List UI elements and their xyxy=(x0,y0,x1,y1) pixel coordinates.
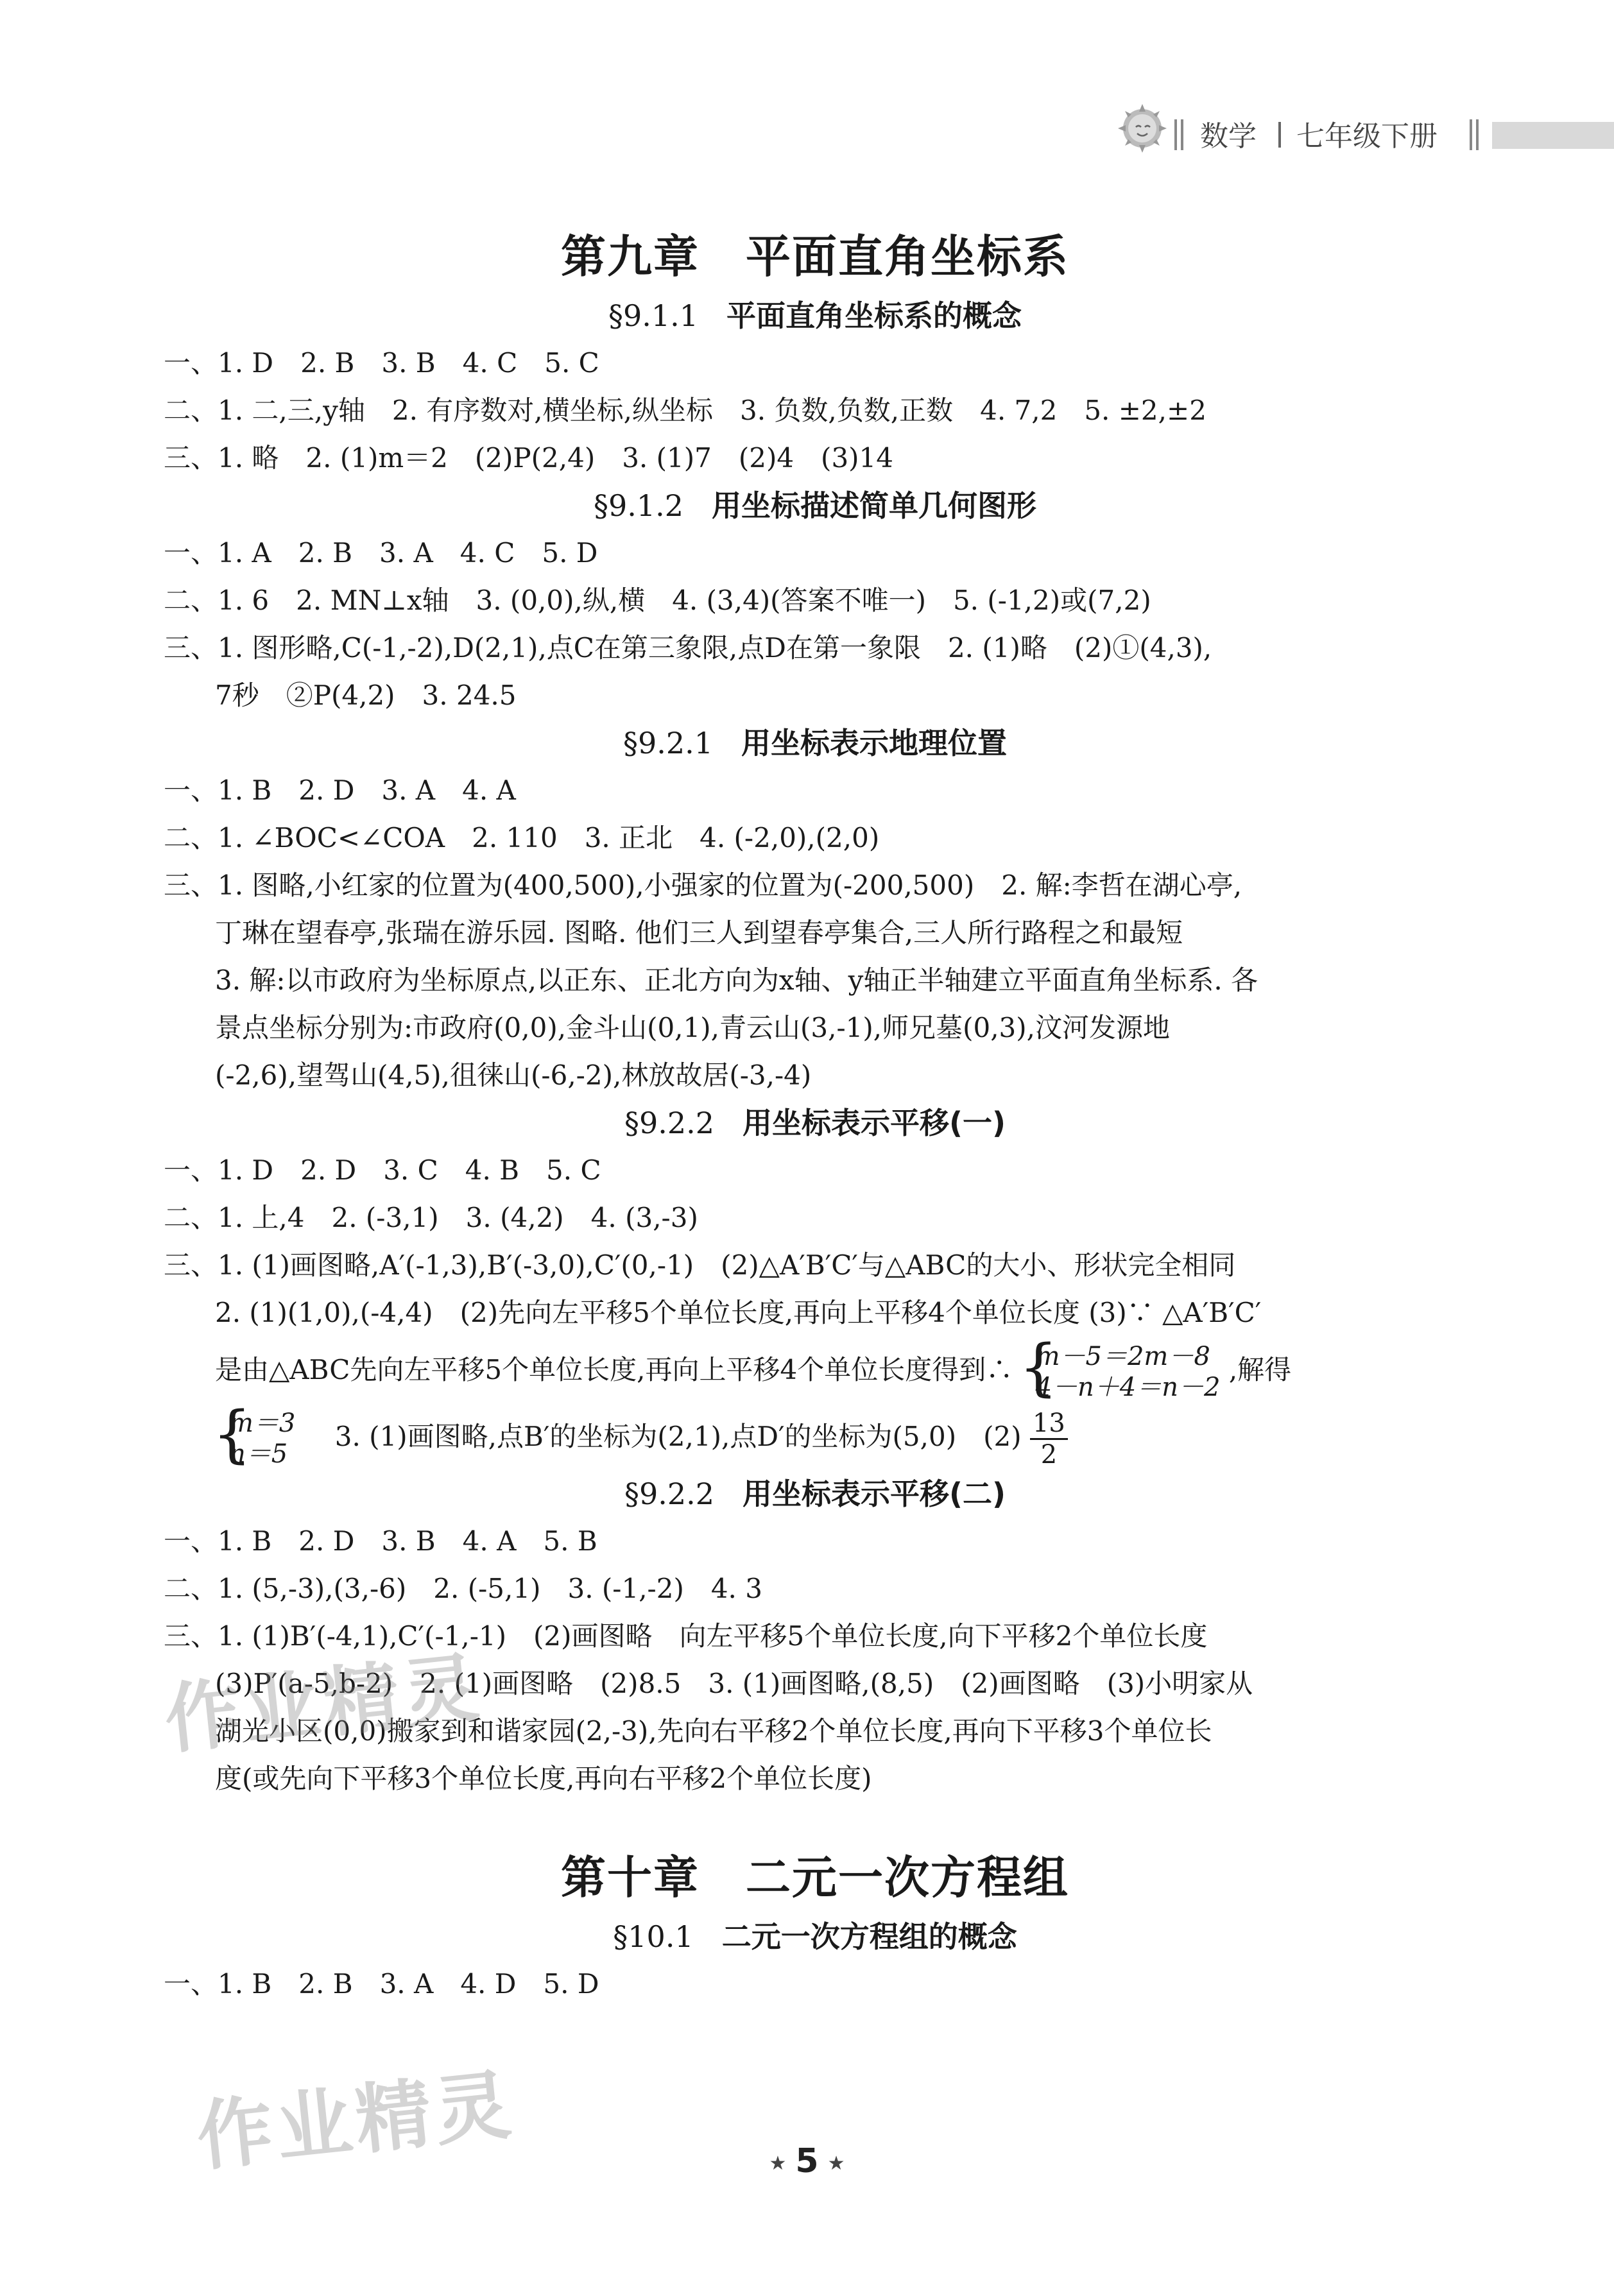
answer-line: 2. (1)(1,0),(-4,4) (2)先向左平移5个单位长度,再向上平移4个单位长度 (3)∵ △A′B′C′ xyxy=(215,1297,1262,1328)
answer-line-with-system xyxy=(164,1403,1466,1470)
answer-line: 度(或先向下平移3个单位长度,再向右平移2个单位长度) xyxy=(215,1763,872,1794)
answer-line: 二、1. 上,4 2. (-3,1) 3. (4,2) 4. (3,-3) xyxy=(164,1202,698,1233)
section-heading xyxy=(164,482,1466,529)
answer-line: 三、1. 略 2. (1)m＝2 (2)P(2,4) 3. (1)7 (2)4 (3)14 xyxy=(164,442,893,474)
header-gray-band xyxy=(1492,122,1614,149)
section-heading xyxy=(164,719,1466,767)
sun-mascot-icon xyxy=(1117,103,1168,154)
answer-line: 湖光小区(0,0)搬家到和谐家园(2,-3),先向右平移2个单位长度,再向下平移3个单位长 xyxy=(215,1715,1212,1747)
equation: n＝5 xyxy=(229,1439,288,1469)
section-number: §9.1.2 xyxy=(593,488,684,523)
section-title: 用坐标描述简单几何图形 xyxy=(712,488,1037,523)
equation: 4－n＋4＝n－2 xyxy=(1035,1373,1221,1402)
fraction-numerator: 13 xyxy=(1030,1409,1068,1440)
section-number: §9.1.1 xyxy=(608,298,699,333)
equation-system xyxy=(1022,1341,1221,1403)
answer-line: (-2,6),望驾山(4,5),徂徕山(-6,-2),林放故居(-3,-4) xyxy=(215,1059,812,1091)
header-divider-bars xyxy=(1174,119,1185,150)
section-number: §10.1 xyxy=(613,1919,694,1954)
page-number: 5 xyxy=(795,2142,819,2180)
section-heading xyxy=(164,1470,1466,1518)
section-number: §9.2.2 xyxy=(624,1477,714,1511)
fraction-denominator: 2 xyxy=(1040,1439,1058,1469)
header-subject: 数学 xyxy=(1200,120,1257,153)
answer-line: 一、1. B 2. B 3. A 4. D 5. D xyxy=(164,1968,599,2000)
answer-line: 二、1. 二,三,y轴 2. 有序数对,横坐标,纵坐标 3. 负数,负数,正数 4. 7,2 5. ±2,±2 xyxy=(164,395,1206,426)
answer-line: 二、1. (5,-3),(3,-6) 2. (-5,1) 3. (-1,-2) 4. 3 xyxy=(164,1573,762,1604)
section-heading xyxy=(164,1913,1466,1960)
answer-text: ,解得 xyxy=(1228,1354,1292,1385)
section-title: 用坐标表示地理位置 xyxy=(741,726,1008,760)
answer-line: 二、1. ∠BOC<∠COA 2. 110 3. 正北 4. (-2,0),(2,0) xyxy=(164,822,880,853)
page-header xyxy=(1104,103,1614,160)
header-grade: 七年级下册 xyxy=(1296,120,1438,153)
chapter-title: 第十章 二元一次方程组 xyxy=(561,1851,1069,1904)
chapter-title: 第九章 平面直角坐标系 xyxy=(561,230,1069,283)
answer-line: 一、1. B 2. D 3. B 4. A 5. B xyxy=(164,1525,597,1557)
answer-line: 三、1. 图略,小红家的位置为(400,500),小强家的位置为(-200,500) 2. 解:李哲在湖心亭, xyxy=(164,870,1242,901)
fraction xyxy=(1030,1409,1068,1469)
section-title: 用坐标表示平移(二) xyxy=(743,1477,1006,1511)
header-separator xyxy=(1278,122,1281,148)
header-divider-bars-right xyxy=(1470,119,1480,150)
section-heading xyxy=(164,292,1466,339)
answer-line: 丁琳在望春亭,张瑞在游乐园. 图略. 他们三人到望春亭集合,三人所行路程之和最短 xyxy=(215,917,1183,948)
page-footer xyxy=(0,2142,1614,2180)
section-heading xyxy=(164,1099,1466,1147)
section-number: §9.2.1 xyxy=(622,726,714,760)
answer-line-with-system xyxy=(164,1337,1466,1403)
answer-line: 二、1. 6 2. MN⊥x轴 3. (0,0),纵,横 4. (3,4)(答案不唯一) 5. (-1,2)或(7,2) xyxy=(164,585,1151,616)
watermark: 作业精灵 xyxy=(193,2060,519,2182)
star-icon: ★ xyxy=(827,2152,845,2175)
answer-line: 一、1. A 2. B 3. A 4. C 5. D xyxy=(164,537,598,569)
answer-line: 一、1. D 2. B 3. B 4. C 5. C xyxy=(164,347,599,379)
equation: { m－5＝2m－8 xyxy=(1035,1342,1210,1371)
section-title: 用坐标表示平移(一) xyxy=(743,1106,1006,1140)
answer-line: 景点坐标分别为:市政府(0,0),金斗山(0,1),青云山(3,-1),师兄墓(0,3),汶河发源地 xyxy=(215,1012,1171,1043)
answer-text: 3. (1)画图略,点B′的坐标为(2,1),点D′的坐标为(5,0) (2) xyxy=(334,1421,1022,1452)
answer-line: 一、1. D 2. D 3. C 4. B 5. C xyxy=(164,1154,601,1186)
section-title: 平面直角坐标系的概念 xyxy=(726,298,1022,333)
answer-line: (3)P′(a-5,b-2) 2. (1)画图略 (2)8.5 3. (1)画图略,(8,5) (2)画图略 (3)小明家从 xyxy=(215,1668,1253,1699)
answer-line: 7秒 ②P(4,2) 3. 24.5 xyxy=(215,680,517,711)
watermark: 作业精灵 xyxy=(160,1643,486,1765)
equation-system xyxy=(215,1408,295,1469)
answer-line: 一、1. B 2. D 3. A 4. A xyxy=(164,775,516,806)
star-icon: ★ xyxy=(769,2152,787,2175)
answer-line: 三、1. (1)画图略,A′(-1,3),B′(-3,0),C′(0,-1) (2)△A′B′C′与△ABC的大小、形状完全相同 xyxy=(164,1249,1236,1281)
answer-line: 三、1. 图形略,C(-1,-2),D(2,1),点C在第三象限,点D在第一象限 2. (1)略 (2)①(4,3), xyxy=(164,632,1212,664)
section-number: §9.2.2 xyxy=(624,1106,714,1140)
section-title: 二元一次方程组的概念 xyxy=(721,1919,1017,1954)
answer-text: 是由△ABC先向左平移5个单位长度,再向上平移4个单位长度得到∴ xyxy=(215,1354,1013,1385)
equation: { m＝3 xyxy=(229,1409,296,1438)
answer-line: 三、1. (1)B′(-4,1),C′(-1,-1) (2)画图略 向左平移5个单位长度,向下平移2个单位长度 xyxy=(164,1620,1208,1652)
answer-line: 3. 解:以市政府为坐标原点,以正东、正北方向为x轴、y轴正半轴建立平面直角坐标系. 各 xyxy=(215,964,1258,996)
